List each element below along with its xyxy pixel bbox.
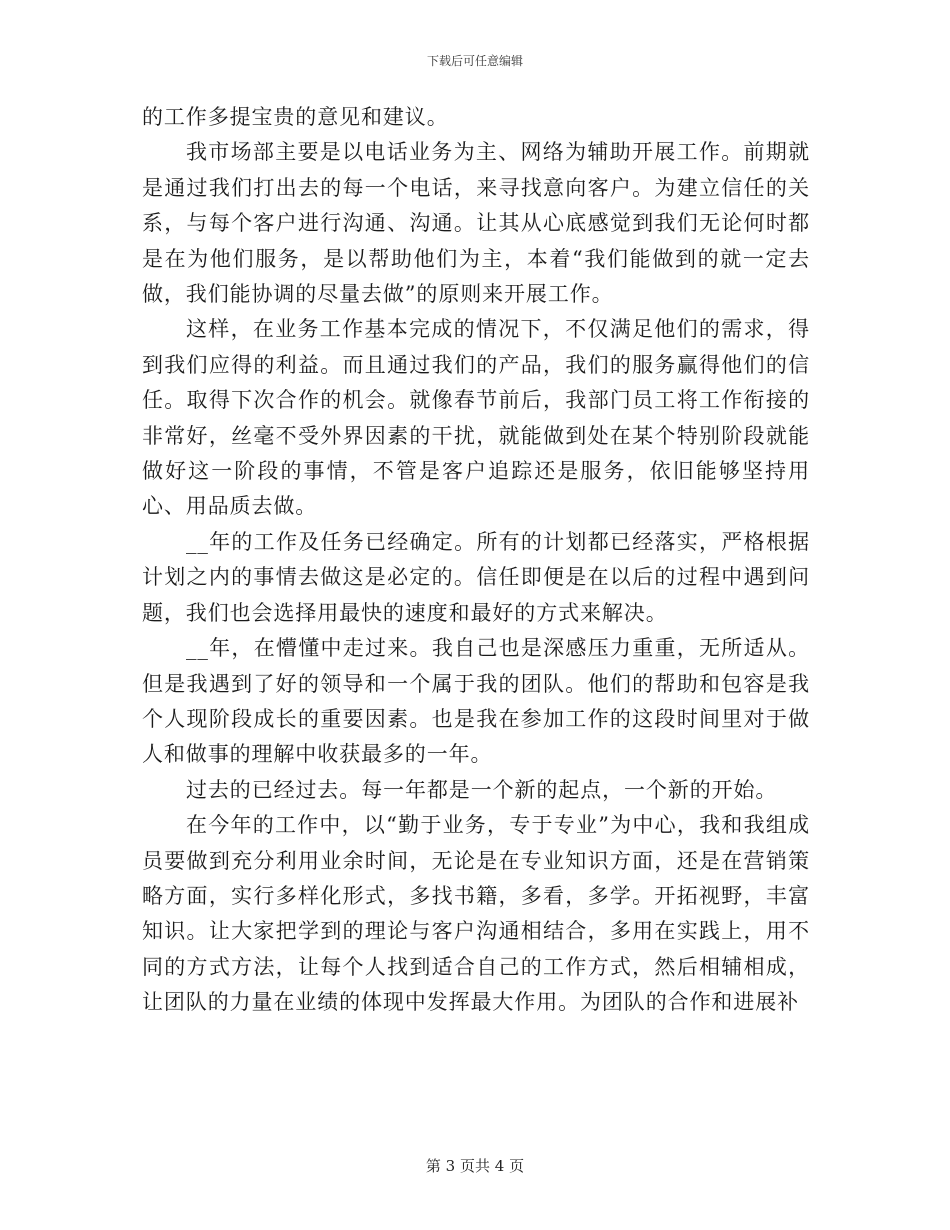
paragraph-continuation: 的工作多提宝贵的意见和建议。	[142, 105, 449, 129]
paragraph-this-year-work: 在今年的工作中，以“勤于业务，专于专业”为中心，我和我组成员要做到充分利用业余时间，无论是在专业知识方面，还是在营销策略方面，实行多样化形式，多找书籍，多看，多学。开拓视野，丰富知识。让大家把学到的理论与客户沟通相结合，多用在实践上，用不同的方式方法，让每个人找到适合自己的工作方式，然后相辅相成，让团队的力量在业绩的体现中发挥最大作用。为团队的合作和进展补	[142, 813, 810, 1015]
document-body	[142, 100, 810, 1021]
paragraph-new-start: 过去的已经过去。每一年都是一个新的起点，一个新的开始。	[186, 777, 778, 802]
paragraph-business-results: 这样，在业务工作基本完成的情况下，不仅满足他们的需求，得到我们应得的利益。而且通过我们的产品，我们的服务赢得他们的信任。取得下次合作的机会。就像春节前后，我部门员工将工作衔接的非常好，丝毫不受外界因素的干扰，就能做到处在某个特别阶段就能做好这一阶段的事情，不管是客户追踪还是服务，依旧能够坚持用心、用品质去做。	[142, 317, 810, 519]
paragraph-year-plan: __年的工作及任务已经确定。所有的计划都已经落实，严格根据计划之内的事情去做这是必定的。信任即便是在以后的过程中遇到问题，我们也会选择用最快的速度和最好的方式来解决。	[142, 529, 810, 625]
page-number: 第 3 页共 4 页	[425, 1157, 525, 1175]
paragraph-market-department: 我市场部主要是以电话业务为主、网络为辅助开展工作。前期就是通过我们打出去的每一个电话，来寻找意向客户。为建立信任的关系，与每个客户进行沟通、沟通。让其从心底感觉到我们无论何时都是在为他们服务，是以帮助他们为主，本着“我们能做到的就一定去做，我们能协调的尽量去做”的原则来开展工作。	[142, 140, 810, 307]
page-header-note: 下载后可任意编辑	[426, 54, 523, 68]
paragraph-year-reflection: __年，在懵懂中走过来。我自己也是深感压力重重，无所适从。但是我遇到了好的领导和一个属于我的团队。他们的帮助和包容是我个人现阶段成长的重要因素。也是我在参加工作的这段时间里对于做人和做事的理解中收获最多的一年。	[142, 636, 810, 767]
